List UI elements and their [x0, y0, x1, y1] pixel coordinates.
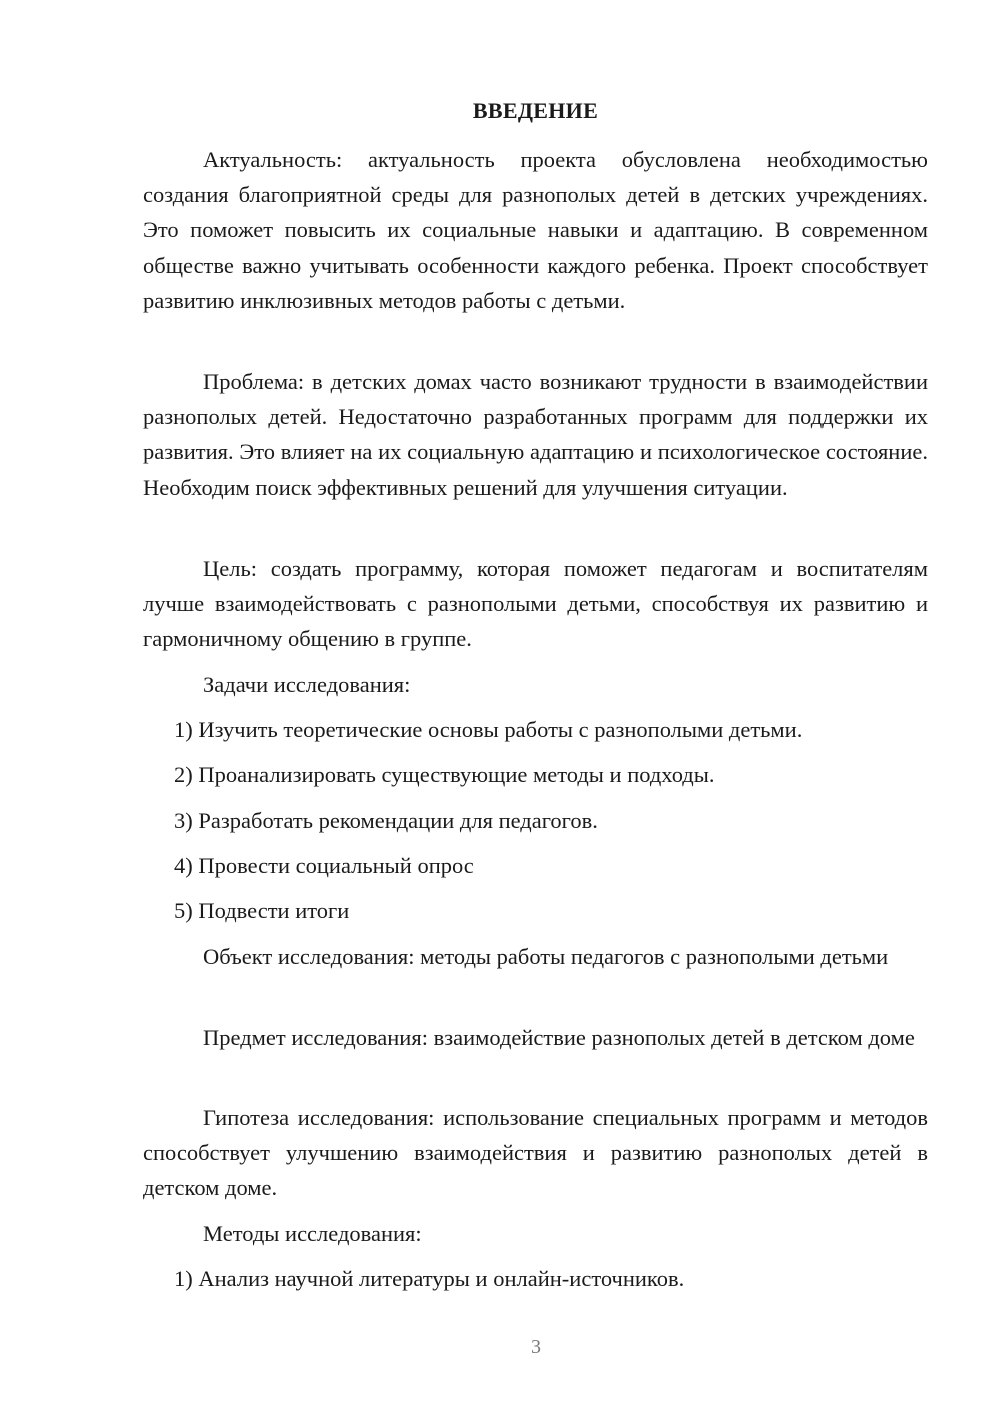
task-item-3: 3) Разработать рекомендации для педагогов.: [174, 808, 598, 833]
task-item-4: 4) Провести социальный опрос: [174, 853, 474, 878]
paragraph-subject: Предмет исследования: взаимодействие разнополых детей в детском доме: [203, 1025, 915, 1050]
paragraph-problem: Проблема: в детских домах часто возникают трудности в взаимодействии разнополых детей. Недостаточно разработанных программ для поддержки их развития. Это влияет на их социальную адаптацию и психологическое состояние. Необходим поиск эффективных решений для улучшения ситуации.: [143, 369, 928, 500]
method-item-1: 1) Анализ научной литературы и онлайн-источников.: [174, 1266, 685, 1291]
task-item-5: 5) Подвести итоги: [174, 898, 350, 923]
task-item-2: 2) Проанализировать существующие методы и подходы.: [174, 762, 715, 787]
page-title: ВВЕДЕНИЕ: [472, 98, 599, 123]
paragraph-relevance: Актуальность: актуальность проекта обусловлена необходимостью создания благоприятной среды для разнополых детей в детских учреждениях. Это поможет повысить их социальные навыки и адаптацию. В современном обществе важно учитывать особенности каждого ребенка. Проект способствует развитию инклюзивных методов работы с детьми.: [143, 147, 928, 313]
methods-heading: Методы исследования:: [203, 1221, 422, 1246]
page-number: 3: [531, 1336, 541, 1358]
task-item-1: 1) Изучить теоретические основы работы с разнополыми детьми.: [174, 717, 803, 742]
paragraph-hypothesis: Гипотеза исследования: использование специальных программ и методов способствует улучшению взаимодействия и развитию разнополых детей в детском доме.: [143, 1105, 928, 1201]
paragraph-object: Объект исследования: методы работы педагогов с разнополыми детьми: [203, 944, 889, 969]
tasks-heading: Задачи исследования:: [203, 672, 411, 697]
paragraph-goal: Цель: создать программу, которая поможет педагогам и воспитателям лучше взаимодействовать с разнополыми детьми, способствуя их развитию и гармоничному общению в группе.: [143, 556, 928, 652]
